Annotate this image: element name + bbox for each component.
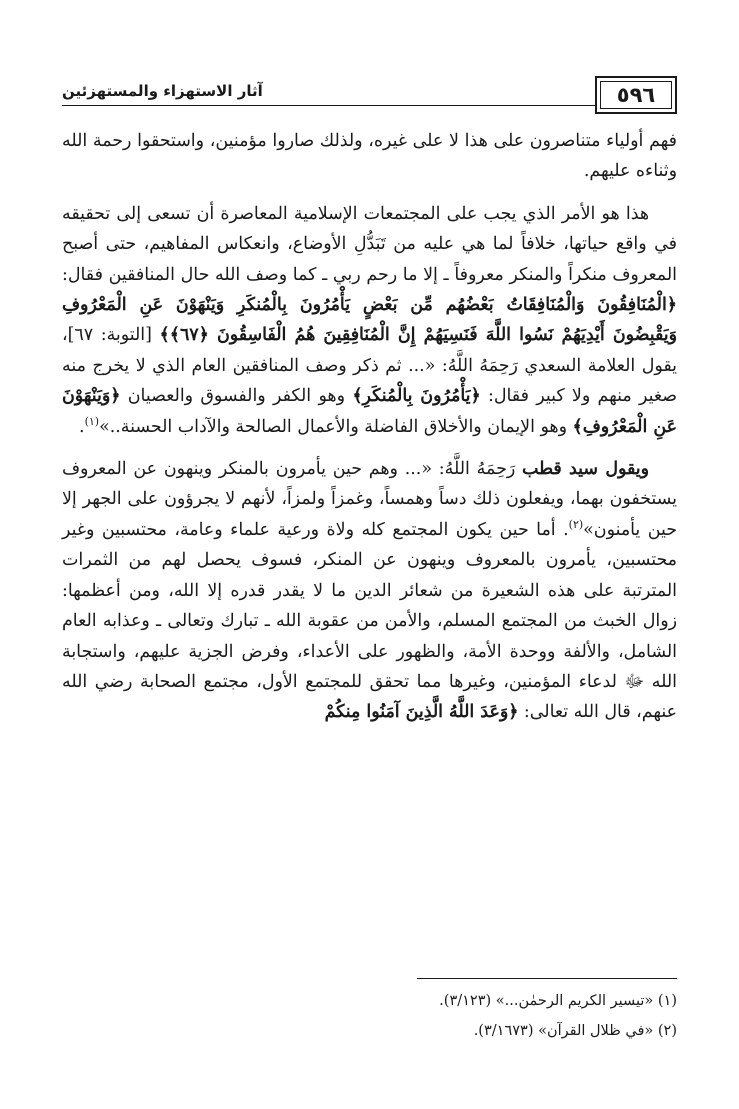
quran-verse: ﴿الْمُنَافِقُونَ وَالْمُنَافِقَاتُ بَعْضُهُم مِّن بَعْضٍ يَأْمُرُونَ بِالْمُنكَرِ وَيَنْهَوْنَ عَنِ الْمَعْرُوفِ وَيَقْبِضُونَ أَيْدِيَهُمْ نَسُوا اللَّهَ فَنَسِيَهُمْ إِنَّ الْمُنَافِقِينَ هُمُ الْفَاسِقُونَ ﴿٦٧﴾﴾ — [62, 295, 677, 346]
footnote-1: (١) «تيسير الكريم الرحمٰن...» (٣/١٢٣). — [439, 993, 677, 1009]
page-number: ٥٩٦ — [595, 76, 677, 114]
footnote-ref: (٢) — [568, 518, 584, 532]
footnote-2: (٢) «في ظلال القرآن» (٣/١٦٧٣). — [473, 1023, 677, 1039]
footnotes — [62, 986, 677, 1046]
header-rule — [62, 105, 677, 106]
page-header — [62, 76, 677, 116]
paragraph-3: ويقول سيد قطب رَحِمَهُ اللَّهُ: «... وهم حين يأمرون بالمنكر وينهون عن المعروف يستخفون بهما، ويفعلون ذلك دساً وهمساً، وغمزاً ولمزاً، لأنهم لا يجرؤون على الجهر إلا حين يأمنون»$^{(٢)}$. أما حين يكون المجتمع كله ولاة ورعية علماء وعامة، محتسبين وغير محتسبين، يأمرون بالمعروف وينهون عن المنكر، فسوف يحصل لهم من الثمرات المترتبة على هذه الشعيرة من شعائر الدين ما لا يقدر قدره إلا الله، ومن أعظمها: زوال الخبث من المجتمع المسلم، والأمن من عقوبة الله ـ تبارك وتعالى ـ وعذابه العام الشامل، والألفة ووحدة الأمة، والظهور على الأعداء، وفرض الجزية عليهم، واستجابة الله ﷻ لدعاء المؤمنين، وغيرها مما تحقق للمجتمع الأول، مجتمع الصحابة رضي الله عنهم، قال الله تعالى: ﴿وَعَدَ اللَّهُ الَّذِينَ آمَنُوا مِنكُمْ — [62, 459, 677, 723]
footnote-separator — [417, 978, 677, 979]
speaker-name: ويقول سيد قطب — [522, 459, 649, 480]
quran-verse: ﴿وَعَدَ اللَّهُ الَّذِينَ آمَنُوا مِنكُمْ — [324, 702, 519, 723]
paragraph-1: فهم أولياء متناصرون على هذا لا على غيره، ولذلك صاروا مؤمنين، واستحقوا رحمة الله وثناءه عليهم. — [62, 131, 677, 182]
paragraph-2: هذا هو الأمر الذي يجب على المجتمعات الإسلامية المعاصرة أن تسعى إلى تحقيقه في واقع حياتها، خلافاً لما هي عليه من تَبَدُّلِ الأوضاع، وانعكاس المفاهيم، حتى أصبح المعروف منكراً والمنكر معروفاً ـ إلا ما رحم ربي ـ كما وصف الله حال المنافقين فقال: ﴿الْمُنَافِقُونَ وَالْمُنَافِقَاتُ بَعْضُهُم مِّن بَعْضٍ يَأْمُرُونَ بِالْمُنكَرِ وَيَنْهَوْنَ عَنِ الْمَعْرُوفِ وَيَقْبِضُونَ أَيْدِيَهُمْ نَسُوا اللَّهَ فَنَسِيَهُمْ إِنَّ الْمُنَافِقِينَ هُمُ الْفَاسِقُونَ ﴿٦٧﴾﴾ [التوبة: ٦٧]، يقول العلامة السعدي رَحِمَهُ اللَّهُ: «... ثم ذكر وصف المنافقين العام الذي لا يخرج منه صغير منهم ولا كبير فقال: ﴿يَأْمُرُونَ بِالْمُنكَرِ﴾ وهو الكفر والفسوق والعصيان ﴿وَيَنْهَوْنَ عَنِ الْمَعْرُوفِ﴾ وهو الإيمان والأخلاق الفاضلة والأعمال الصالحة والآداب الحسنة..»$^{(١)}$. — [62, 203, 677, 437]
footnote-ref: (١) — [84, 414, 100, 428]
running-title: آثار الاستهزاء والمستهزئين — [62, 82, 263, 100]
quran-verse: ﴿وَيَنْهَوْنَ عَنِ الْمَعْرُوفِ﴾ — [62, 386, 677, 437]
quran-verse: ﴿يَأْمُرُونَ بِالْمُنكَرِ﴾ — [352, 386, 481, 407]
main-text — [62, 126, 677, 728]
